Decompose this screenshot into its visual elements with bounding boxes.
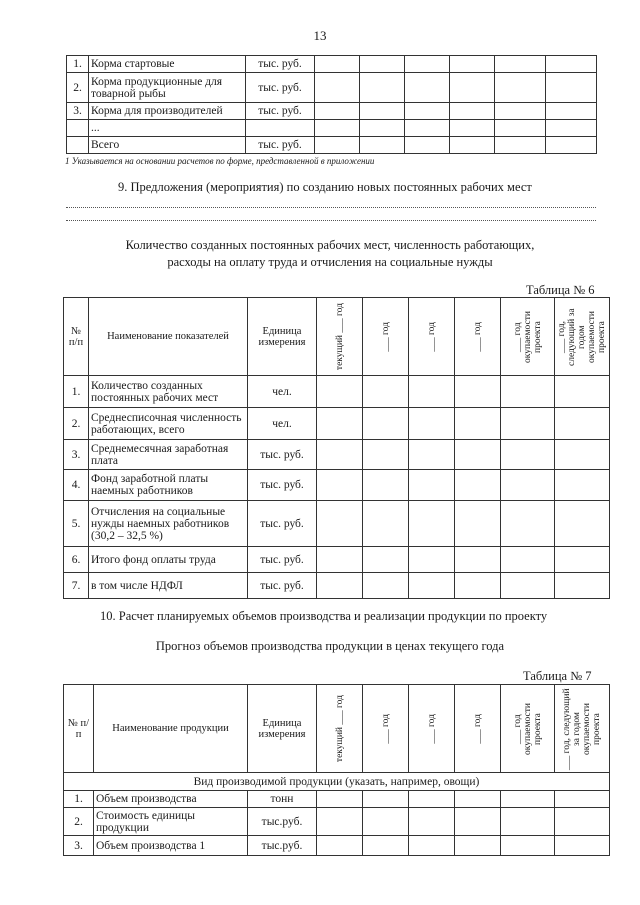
fill-in-line bbox=[66, 207, 596, 208]
fill-in-line bbox=[66, 220, 596, 221]
table-row: 2. Корма продукционные для товарной рыбы тыс. руб. bbox=[67, 73, 597, 103]
table-row: 6. Итого фонд оплаты труда тыс. руб. bbox=[64, 547, 610, 573]
table-row-total: Всего тыс. руб. bbox=[67, 137, 597, 154]
table-7-caption: Прогноз объемов производства продукции в ценах текущего года bbox=[155, 639, 505, 653]
table-row: 2. Стоимость единицы продукции тыс.руб. bbox=[64, 808, 610, 836]
table-6-caption: Количество созданных постоянных рабочих мест, численность работающих, расходы на оплату труда и отчисления на социальные нужды bbox=[125, 238, 535, 269]
section-10-title: 10. Расчет планируемых объемов производства и реализации продукции по проекту bbox=[100, 609, 548, 623]
page-number: 13 bbox=[313, 28, 327, 43]
table-row: 7. в том числе НДФЛ тыс. руб. bbox=[64, 573, 610, 599]
table-group-row: Вид производимой продукции (указать, например, овощи) bbox=[64, 773, 610, 791]
table-row: 2. Среднесписочная численность работающих, всего чел. bbox=[64, 408, 610, 440]
table-row: 3. Корма для производителей тыс. руб. bbox=[67, 103, 597, 120]
table-row: 3. Объем производства 1 тыс.руб. bbox=[64, 836, 610, 856]
table-header-row: № п/п Наименование показателей Единица измерения текущий ___ год ___ год ___ год ___ год ___ год окупаемости проекта ___ год, следующий за годом окупаемости проекта bbox=[64, 298, 610, 376]
table-6-label: Таблица № 6 bbox=[526, 283, 595, 297]
table-7-label: Таблица № 7 bbox=[523, 669, 592, 683]
table-row: 4. Фонд заработной платы наемных работников тыс. руб. bbox=[64, 470, 610, 501]
table-header-row: № п/п Наименование продукции Единица измерения текущий ___ год ___ год ___ год ___ год ___ год окупаемости проекта ___ год, следующий за годом окупаемости проекта bbox=[64, 685, 610, 773]
table-row: 3. Среднемесячная заработная плата тыс. руб. bbox=[64, 440, 610, 470]
table-6 bbox=[63, 297, 610, 599]
table-row: 1. Объем производства тонн bbox=[64, 791, 610, 808]
table-row: 5. Отчисления на социальные нужды наемных работников (30,2 – 32,5 %) тыс. руб. bbox=[64, 501, 610, 547]
feed-costs-table bbox=[66, 55, 597, 154]
table-7 bbox=[63, 684, 610, 856]
table-row: ... bbox=[67, 120, 597, 137]
table-row: 1. Корма стартовые тыс. руб. bbox=[67, 56, 597, 73]
table-row: 1. Количество созданных постоянных рабочих мест чел. bbox=[64, 376, 610, 408]
footnote: 1 Указывается на основании расчетов по форме, представленной в приложении bbox=[65, 156, 375, 166]
section-9-title: 9. Предложения (мероприятия) по созданию новых постоянных рабочих мест bbox=[118, 180, 532, 194]
